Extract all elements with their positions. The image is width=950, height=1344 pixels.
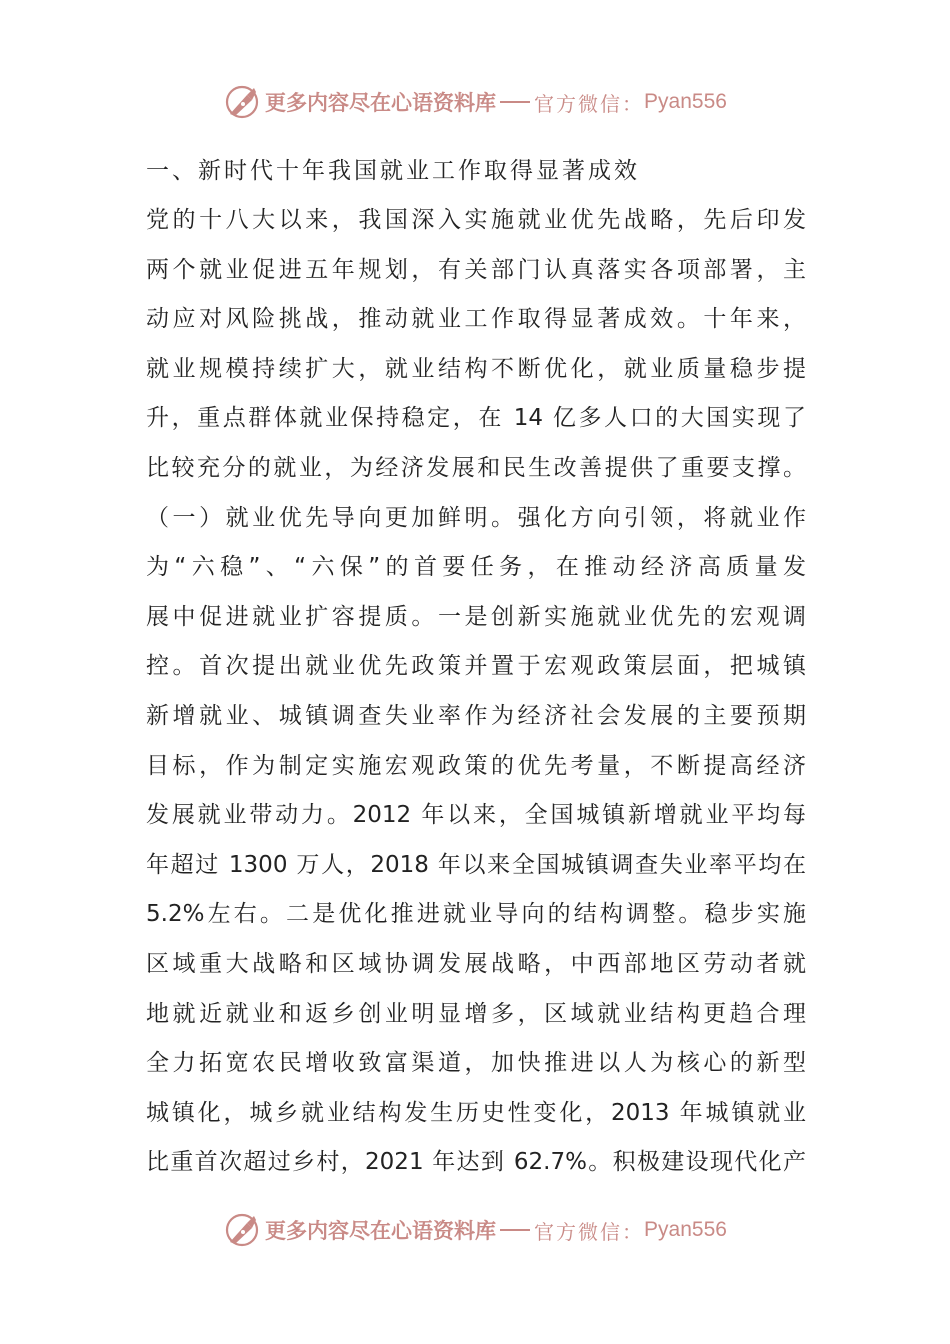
wechat-id: Pyan556 bbox=[644, 90, 727, 113]
paragraph-line: 城镇化，城乡就业结构发生历史性变化，2013 年城镇就业 bbox=[146, 1099, 806, 1126]
paragraph-line: 发展就业带动力。2012 年以来，全国城镇新增就业平均每 bbox=[146, 802, 806, 829]
paragraph-line: 地就近就业和返乡创业明显增多，区域就业结构更趋合理 bbox=[146, 1000, 806, 1027]
paragraph-line: 控。首次提出就业优先政策并置于宏观政策层面，把城镇 bbox=[146, 653, 806, 680]
wechat-label: 官方微信： bbox=[534, 1219, 645, 1244]
pen-nib-circle-icon bbox=[223, 83, 261, 121]
promo-text: 更多内容尽在心语资料库 bbox=[265, 1218, 497, 1243]
paragraph-line: 动应对风险挑战，推动就业工作取得显著成效。十年来， bbox=[146, 306, 806, 333]
paragraph-line: 两个就业促进五年规划，有关部门认真落实各项部署，主 bbox=[146, 256, 806, 283]
paragraph-line: 目标，作为制定实施宏观政策的优先考量，不断提高经济 bbox=[146, 752, 806, 779]
paragraph-line: 展中促进就业扩容提质。一是创新实施就业优先的宏观调 bbox=[146, 603, 806, 630]
wechat-id: Pyan556 bbox=[644, 1218, 727, 1241]
paragraph-line: 就业规模持续扩大，就业结构不断优化，就业质量稳步提 bbox=[146, 355, 806, 382]
paragraph-line: 全力拓宽农民增收致富渠道，加快推进以人为核心的新型 bbox=[146, 1050, 806, 1077]
wechat-label: 官方微信： bbox=[534, 91, 645, 116]
footer-watermark-banner bbox=[0, 1210, 950, 1250]
promo-text: 更多内容尽在心语资料库 bbox=[265, 90, 497, 115]
pen-nib-circle-icon bbox=[223, 1211, 261, 1249]
header-watermark-banner bbox=[0, 82, 950, 122]
paragraph-line: 为“六稳”、“六保”的首要任务，在推动经济高质量发 bbox=[146, 554, 806, 581]
paragraph-line: 升，重点群体就业保持稳定，在 14 亿多人口的大国实现了 bbox=[146, 405, 806, 432]
separator-dash bbox=[500, 1229, 530, 1231]
document-body bbox=[146, 146, 806, 1188]
section-heading: 一、新时代十年我国就业工作取得显著成效 bbox=[146, 158, 640, 184]
paragraph-line: 新增就业、城镇调查失业率作为经济社会发展的主要预期 bbox=[146, 702, 806, 729]
paragraph-line: 比较充分的就业，为经济发展和民生改善提供了重要支撑。 bbox=[146, 454, 806, 481]
paragraph-line: 比重首次超过乡村，2021 年达到 62.7%。积极建设现代化产 bbox=[146, 1149, 806, 1176]
paragraph-line: （一）就业优先导向更加鲜明。强化方向引领，将就业作 bbox=[146, 504, 806, 531]
paragraph-line: 党的十八大以来，我国深入实施就业优先战略，先后印发 bbox=[146, 207, 806, 233]
paragraph-line: 5.2%左右。二是优化推进就业导向的结构调整。稳步实施 bbox=[146, 901, 806, 928]
paragraph-line: 区域重大战略和区域协调发展战略，中西部地区劳动者就 bbox=[146, 950, 806, 977]
separator-dash bbox=[500, 101, 530, 103]
paragraph-line: 年超过 1300 万人，2018 年以来全国城镇调查失业率平均在 bbox=[146, 851, 806, 878]
